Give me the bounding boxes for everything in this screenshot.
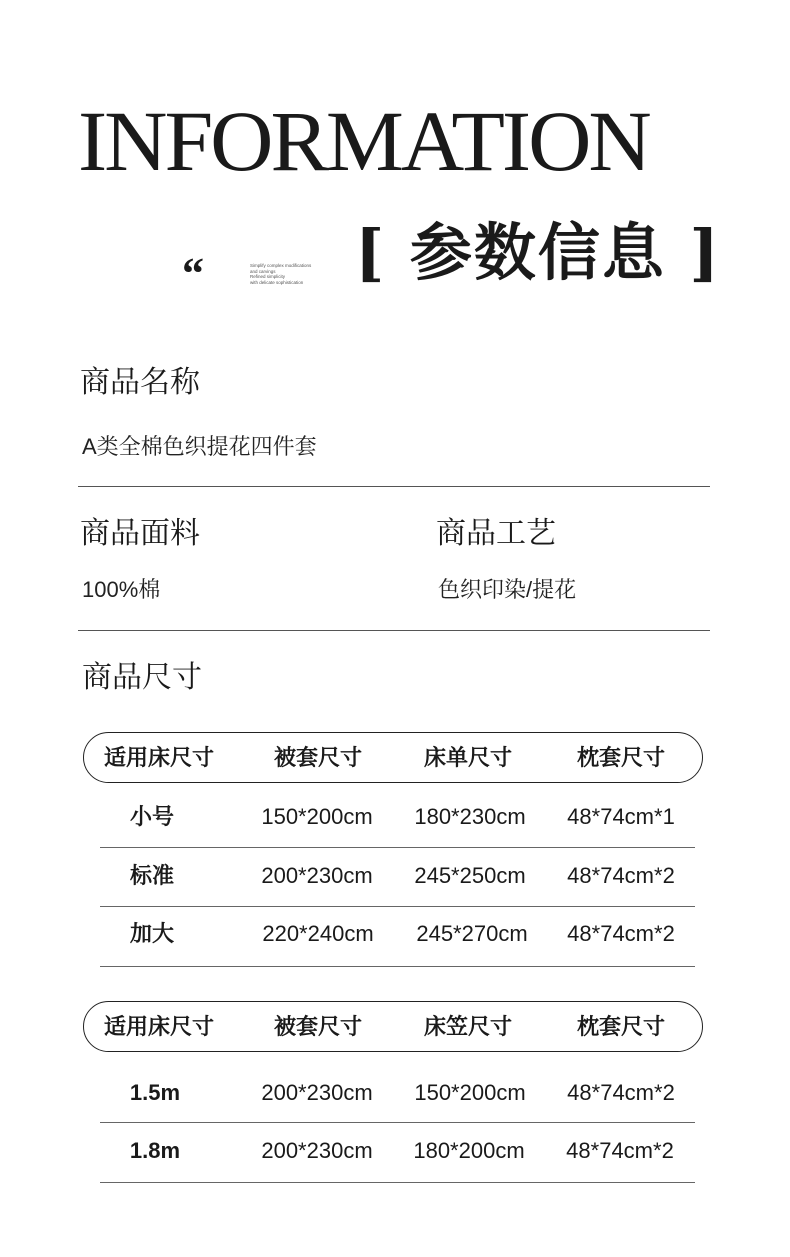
table-cell: 245*270cm (416, 921, 528, 946)
table2-header-cell: 床笠尺寸 (423, 1014, 513, 1039)
table-cell: 48*74cm*2 (567, 863, 675, 888)
table1-header (83, 732, 703, 783)
table-cell: 48*74cm*2 (566, 1138, 674, 1163)
table-row (83, 923, 703, 953)
table-cell: 48*74cm*2 (567, 1080, 675, 1105)
divider (78, 486, 710, 487)
table-cell: 220*240cm (262, 921, 374, 946)
table-row (83, 1082, 703, 1112)
tagline-line: with delicate sophistication (250, 279, 304, 285)
tagline-line: Simplify complex modifications (250, 263, 312, 268)
table1-header-cell: 床单尺寸 (423, 745, 513, 770)
table-row (83, 806, 703, 836)
tagline-line: Refined simplicity (250, 274, 286, 280)
table-cell: 245*250cm (414, 863, 526, 888)
section-title: [ 参数信息 ] (355, 216, 721, 289)
table1-header-cell: 适用床尺寸 (103, 745, 215, 770)
table-cell: 小号 (129, 804, 175, 829)
row-divider (100, 847, 695, 848)
table-cell: 180*230cm (414, 804, 526, 829)
table-cell: 加大 (129, 921, 175, 946)
craft-label: 商品工艺 (436, 516, 556, 551)
tagline (250, 263, 360, 285)
table2-header-cell: 枕套尺寸 (576, 1014, 666, 1039)
table-cell: 48*74cm*2 (567, 921, 675, 946)
craft-value: 色织印染/提花 (438, 577, 577, 602)
table2-header (83, 1001, 703, 1052)
size-label: 商品尺寸 (82, 660, 202, 695)
table-cell: 150*200cm (414, 1080, 526, 1105)
table-row (83, 865, 703, 895)
table2-header-cell: 被套尺寸 (273, 1014, 363, 1039)
table-row (83, 1140, 703, 1170)
product-name-label: 商品名称 (80, 365, 200, 400)
table-cell: 48*74cm*1 (567, 804, 675, 829)
table-cell: 200*230cm (261, 1080, 373, 1105)
table2-header-cell: 适用床尺寸 (103, 1014, 215, 1039)
table-cell: 150*200cm (261, 804, 373, 829)
fabric-label: 商品面料 (80, 516, 200, 551)
row-divider (100, 966, 695, 967)
table1-header-cell: 枕套尺寸 (576, 745, 666, 770)
row-divider (100, 906, 695, 907)
table-cell: 1.5m (129, 1080, 181, 1105)
table-cell: 180*200cm (413, 1138, 525, 1163)
table1-header-cell: 被套尺寸 (273, 745, 363, 770)
table-cell: 标准 (129, 863, 175, 888)
table-cell: 1.8m (129, 1138, 181, 1163)
product-name-value: A类全棉色织提花四件套 (82, 434, 317, 459)
quote-mark: “ (182, 249, 204, 298)
row-divider (100, 1122, 695, 1123)
table-cell: 200*230cm (261, 863, 373, 888)
table-cell: 200*230cm (261, 1138, 373, 1163)
fabric-value: 100%棉 (82, 577, 161, 602)
row-divider (100, 1182, 695, 1183)
tagline-line: and carvings (250, 268, 276, 274)
headline: INFORMATION (78, 93, 649, 189)
divider (78, 630, 710, 631)
